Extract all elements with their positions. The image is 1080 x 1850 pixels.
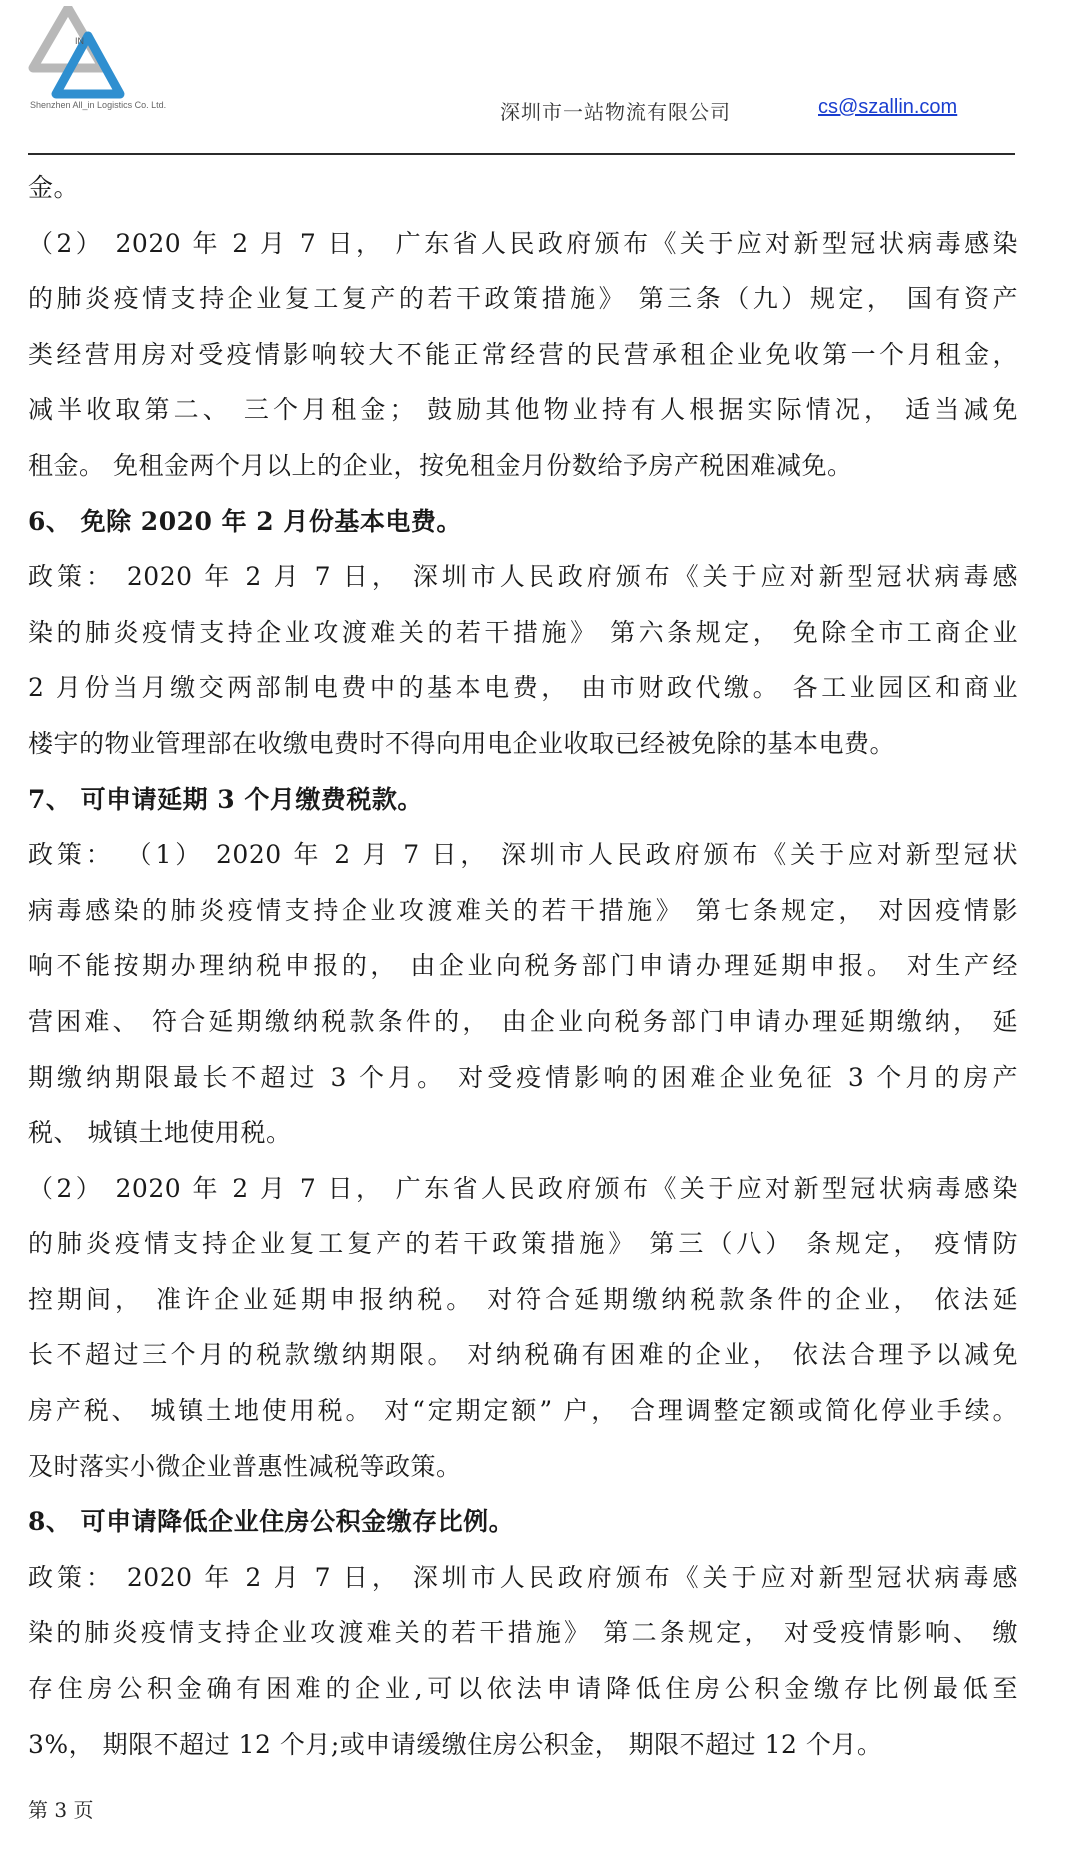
text-line: 营困难、 符合延期缴纳税款条件的， 由企业向税务部门申请办理延期缴纳， 延 xyxy=(28,1006,1018,1036)
text-line: 房产税、 城镇土地使用税。 对“定期定额” 户， 合理调整定额或简化停业手续。 xyxy=(28,1396,1018,1426)
text-line: 2 月份当月缴交两部制电费中的基本电费， 由市财政代缴。 各工业园区和商业 xyxy=(28,673,1018,703)
text-line: 响不能按期办理纳税申报的， 由企业向税务部门申请办理延期申报。 对生产经 xyxy=(28,951,1018,981)
text-line: 类经营用房对受疫情影响较大不能正常经营的民营承租企业免收第一个月租金， xyxy=(28,339,1018,369)
text-line: 金。 xyxy=(28,173,80,202)
text-line: 3%， 期限不超过 12 个月;或申请缓缴住房公积金， 期限不超过 12 个月。 xyxy=(28,1729,883,1759)
text-line: 控期间， 准许企业延期申报纳税。 对符合延期缴纳税款条件的企业， 依法延 xyxy=(28,1284,1018,1314)
company-name: 深圳市一站物流有限公司 xyxy=(500,100,731,124)
text-line: 减半收取第二、 三个月租金； 鼓励其他物业持有人根据实际情况， 适当减免 xyxy=(28,395,1018,425)
text-line: 的肺炎疫情支持企业复工复产的若干政策措施》 第三条（九）规定， 国有资产 xyxy=(28,284,1018,314)
text-line: 染的肺炎疫情支持企业攻渡难关的若干措施》 第二条规定， 对受疫情影响、 缴 xyxy=(28,1618,1018,1648)
text-line: 存住房公积金确有困难的企业,可以依法申请降低住房公积金缴存比例最低至 xyxy=(28,1674,1018,1704)
logo-mark-text: IN xyxy=(75,36,84,46)
document-body xyxy=(28,160,1018,1772)
header-divider xyxy=(28,153,1015,155)
text-line: 税、 城镇土地使用税。 xyxy=(28,1118,292,1148)
page-header xyxy=(0,0,1080,160)
text-line: 政策： （1） 2020 年 2 月 7 日， 深圳市人民政府颁布《关于应对新型冠状 xyxy=(28,840,1018,870)
text-line: （2） 2020 年 2 月 7 日， 广东省人民政府颁布《关于应对新型冠状病毒感染 xyxy=(28,1173,1018,1203)
text-line: 及时落实小微企业普惠性减税等政策。 xyxy=(28,1451,462,1481)
text-line: 病毒感染的肺炎疫情支持企业攻渡难关的若干措施》 第七条规定， 对因疫情影 xyxy=(28,895,1018,925)
text-line: 染的肺炎疫情支持企业攻渡难关的若干措施》 第六条规定， 免除全市工商企业 xyxy=(28,617,1018,647)
logo-tagline: Shenzhen All_in Logistics Co. Ltd. xyxy=(30,100,167,110)
text-line: （2） 2020 年 2 月 7 日， 广东省人民政府颁布《关于应对新型冠状病毒感染 xyxy=(28,228,1018,258)
text-line: 长不超过三个月的税款缴纳期限。 对纳税确有困难的企业， 依法合理予以减免 xyxy=(28,1340,1018,1370)
section-heading: 6、 免除 2020 年 2 月份基本电费。 xyxy=(28,506,462,536)
text-line: 租金。 免租金两个月以上的企业，按免租金月份数给予房产税困难减免。 xyxy=(28,450,853,480)
text-line: 期缴纳期限最长不超过 3 个月。 对受疫情影响的困难企业免征 3 个月的房产 xyxy=(28,1062,1018,1092)
text-line: 政策： 2020 年 2 月 7 日， 深圳市人民政府颁布《关于应对新型冠状病毒感 xyxy=(28,562,1018,592)
page-number: 第 3 页 xyxy=(28,1798,94,1822)
email-link[interactable]: cs@szallin.com xyxy=(818,96,958,118)
text-line: 的肺炎疫情支持企业复工复产的若干政策措施》 第三（八） 条规定， 疫情防 xyxy=(28,1229,1018,1259)
text-line: 楼宇的物业管理部在收缴电费时不得向用电企业收取已经被免除的基本电费。 xyxy=(28,728,896,758)
text-line: 政策： 2020 年 2 月 7 日， 深圳市人民政府颁布《关于应对新型冠状病毒感 xyxy=(28,1562,1018,1592)
section-heading: 8、 可申请降低企业住房公积金缴存比例。 xyxy=(28,1507,515,1537)
section-heading: 7、 可申请延期 3 个月缴费税款。 xyxy=(28,784,423,814)
